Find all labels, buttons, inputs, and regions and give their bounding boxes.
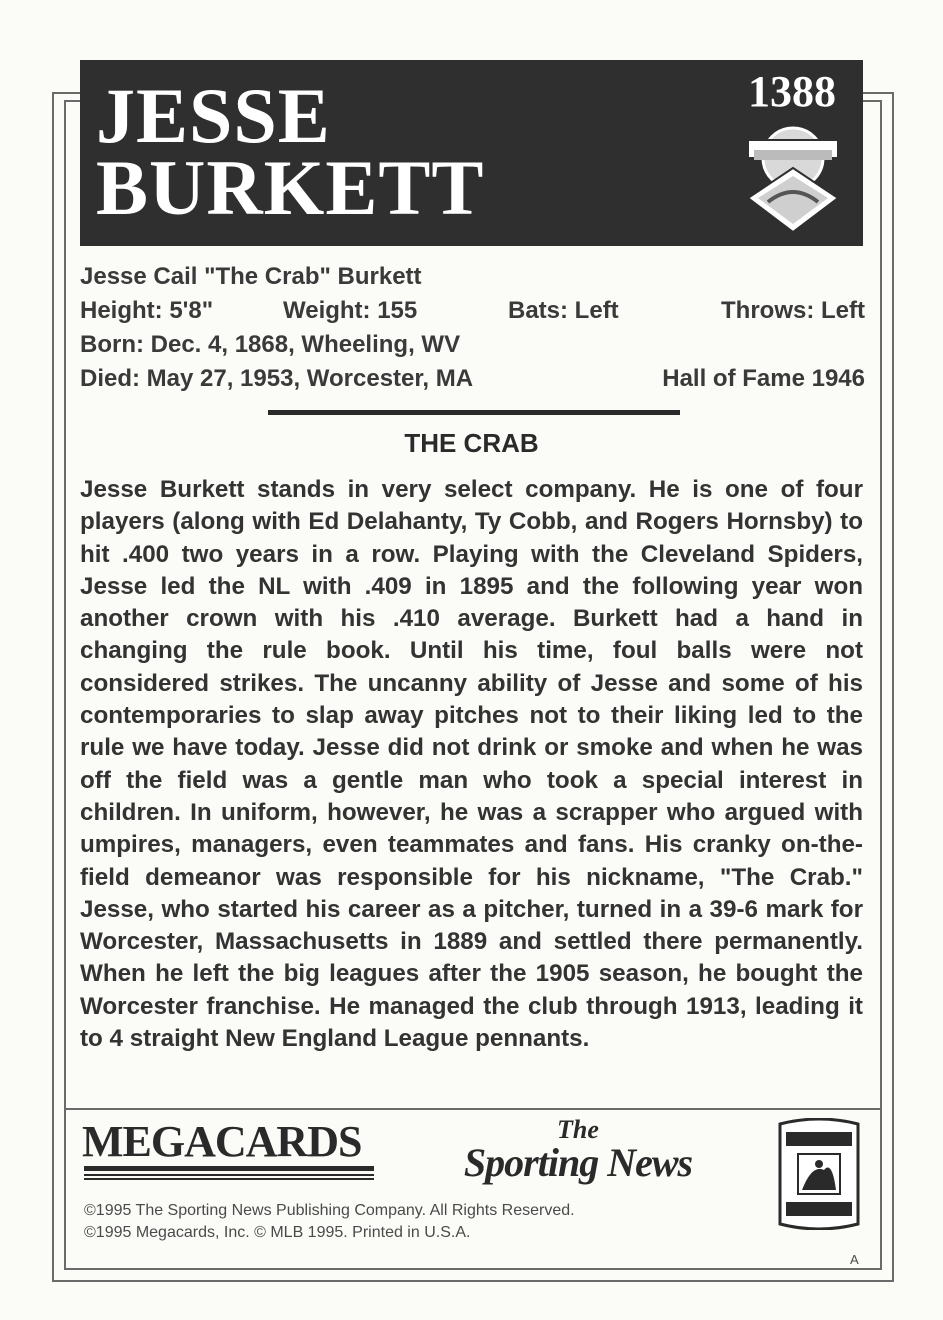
sporting-news-the: The [557, 1115, 599, 1144]
conlon-collection-logo-icon [728, 120, 858, 236]
player-last-name: BURKETT [96, 144, 485, 231]
bio-throws: Throws: Left [721, 297, 865, 324]
bio-weight: Weight: 155 [283, 297, 418, 324]
divider-rule [268, 410, 680, 415]
bio-born: Born: Dec. 4, 1868, Wheeling, WV [80, 331, 461, 358]
player-name [96, 72, 485, 231]
bio-full-name: Jesse Cail "The Crab" Burkett [80, 263, 422, 290]
cooperstown-collection-logo-icon [772, 1118, 866, 1230]
player-first-name: JESSE [96, 72, 331, 159]
variant-letter: A [850, 1252, 859, 1267]
bio-hall-of-fame: Hall of Fame 1946 [662, 365, 865, 392]
bio-block [80, 260, 865, 396]
story-title: THE CRAB [404, 428, 539, 458]
megacards-underline-icon [84, 1166, 374, 1182]
bio-died: Died: May 27, 1953, Worcester, MA [80, 365, 474, 392]
legal-line-2: ©1995 Megacards, Inc. © MLB 1995. Printed in U.S.A. [84, 1224, 471, 1241]
story-text: Jesse Burkett stands in very select company. He is one of four players (along with Ed Delahanty, Ty Cobb, and Rogers Hornsby) to hit .400 two years in a row. Playing with the Cleveland Spiders, Jesse led the NL with .409 in 1895 and the following year won another crown with his .410 average. Burkett had a hand in changing the rule book. Until his time, foul balls were not considered strikes. The uncanny ability of Jesse and some of his contemporaries to slap away pitches not to their liking led to the rule we have today. Jesse did not drink or smoke and when he was off the field was a gentle man who took a special interest in children. In uniform, however, he was a scrapper who argued with umpires, managers, even teammates and fans. His cranky on-the-field demeanor was responsible for his nickname, "The Crab." Jesse, who started his career as a pitcher, turned in a 39-6 mark for Worcester, Massachusetts in 1889 and settled there permanently. When he left the big leagues after the 1905 season, he bought the Worcester franchise. He managed the club through 1913, leading it to 4 straight New England League pennants. [80, 476, 863, 1053]
card-number: 1388 [748, 67, 836, 116]
megacards-logo: MEGACARDS [82, 1117, 362, 1166]
legal-line-1: ©1995 The Sporting News Publishing Company. All Rights Reserved. [84, 1202, 575, 1219]
legal-text [84, 1200, 575, 1244]
bio-bats: Bats: Left [508, 297, 619, 324]
bio-height: Height: 5'8" [80, 297, 214, 324]
sporting-news-logo [428, 1115, 728, 1185]
sporting-news-name: Sporting News [463, 1140, 693, 1185]
